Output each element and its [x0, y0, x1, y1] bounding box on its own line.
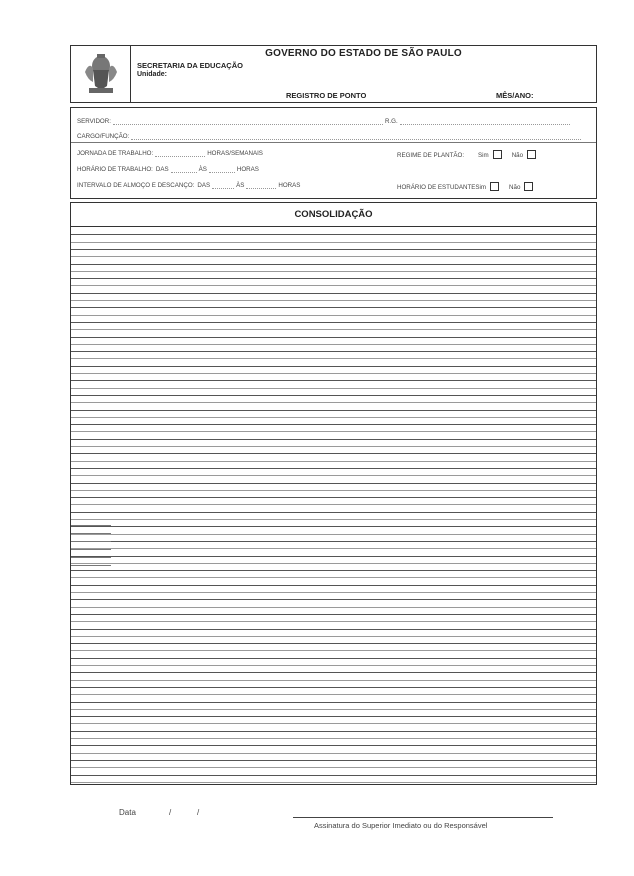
ruled-line	[71, 461, 596, 462]
servidor-row	[77, 118, 572, 125]
ruled-line	[71, 424, 596, 425]
jornada-field[interactable]	[155, 151, 205, 157]
signature-line[interactable]	[293, 817, 553, 818]
ruled-line	[71, 234, 596, 235]
ruled-line	[71, 702, 596, 703]
ruled-line	[71, 388, 596, 389]
margin-stub-line	[71, 541, 111, 542]
date-slash-2: /	[197, 808, 200, 817]
cargo-field[interactable]	[131, 134, 581, 140]
consolidation-title: CONSOLIDAÇÃO	[71, 203, 596, 227]
ruled-line	[71, 475, 596, 476]
ruled-line	[71, 782, 596, 783]
ruled-line	[71, 672, 596, 673]
ruled-line	[71, 483, 596, 484]
ruled-line	[71, 534, 596, 535]
ruled-line	[71, 687, 596, 688]
intervalo-horas-label: HORAS	[278, 182, 301, 189]
ruled-line	[71, 468, 596, 469]
ruled-line	[71, 767, 596, 768]
form-header	[70, 45, 597, 103]
ruled-line	[71, 417, 596, 418]
ruled-line	[71, 636, 596, 637]
ruled-line	[71, 658, 596, 659]
intervalo-das-label: DAS	[197, 182, 211, 189]
ruled-line	[71, 380, 596, 381]
cargo-label: CARGO/FUNÇÃO:	[77, 133, 130, 140]
margin-stub-line	[71, 525, 111, 526]
unit-label: Unidade:	[137, 71, 167, 78]
ruled-line	[71, 351, 596, 352]
ruled-line	[71, 592, 596, 593]
regime-label: REGIME DE PLANTÃO:	[397, 152, 465, 159]
info-divider	[71, 142, 596, 143]
jornada-label: JORNADA DE TRABALHO:	[77, 150, 154, 157]
logo-cell	[71, 46, 131, 102]
ruled-line	[71, 650, 596, 651]
ruled-line	[71, 344, 596, 345]
margin-stub-line	[71, 557, 111, 558]
ruled-line	[71, 446, 596, 447]
month-year-label: MÊS/ANO:	[496, 91, 534, 100]
ruled-line	[71, 775, 596, 776]
ruled-line	[71, 315, 596, 316]
ruled-line	[71, 453, 596, 454]
ruled-line	[71, 410, 596, 411]
horario-das-label: DAS	[155, 166, 169, 173]
ruled-line	[71, 395, 596, 396]
ruled-line	[71, 366, 596, 367]
estudante-label: HORÁRIO DE ESTUDANTE	[397, 184, 476, 191]
coat-of-arms-icon	[81, 52, 121, 96]
ruled-line	[71, 402, 596, 403]
signature-label: Assinatura do Superior Imediato ou do Responsável	[314, 821, 488, 830]
margin-stub-line	[71, 533, 111, 534]
ruled-line	[71, 526, 596, 527]
ruled-line	[71, 358, 596, 359]
intervalo-das-field[interactable]	[212, 183, 234, 189]
intervalo-label: INTERVALO DE ALMOÇO E DESCANÇO:	[77, 182, 195, 189]
ruled-line	[71, 242, 596, 243]
ruled-line	[71, 607, 596, 608]
intervalo-as-label: ÀS	[236, 182, 245, 189]
ruled-line	[71, 731, 596, 732]
ruled-line	[71, 337, 596, 338]
ruled-line	[71, 680, 596, 681]
ruled-line	[71, 753, 596, 754]
consolidation-lines	[71, 227, 596, 784]
ruled-line	[71, 621, 596, 622]
government-title: GOVERNO DO ESTADO DE SÃO PAULO	[265, 48, 462, 59]
horario-label: HORÁRIO DE TRABALHO:	[77, 166, 153, 173]
intervalo-as-field[interactable]	[246, 183, 276, 189]
regime-sim-checkbox[interactable]	[493, 150, 502, 159]
ruled-line	[71, 512, 596, 513]
servidor-label: SERVIDOR:	[77, 118, 111, 125]
date-label: Data	[119, 808, 136, 817]
ruled-line	[71, 490, 596, 491]
regime-row	[397, 150, 546, 159]
horario-as-field[interactable]	[209, 167, 235, 173]
ruled-line	[71, 541, 596, 542]
ruled-line	[71, 329, 596, 330]
ruled-line	[71, 519, 596, 520]
estudante-row	[397, 182, 543, 191]
ruled-line	[71, 570, 596, 571]
ruled-line	[71, 585, 596, 586]
servidor-field[interactable]	[113, 119, 383, 125]
cargo-row	[77, 133, 583, 140]
ruled-line	[71, 709, 596, 710]
ruled-line	[71, 760, 596, 761]
ruled-line	[71, 643, 596, 644]
ruled-line	[71, 723, 596, 724]
ruled-line	[71, 285, 596, 286]
horario-as-label: ÀS	[198, 166, 207, 173]
consolidation-table	[70, 202, 597, 785]
regime-nao-label: Não	[511, 152, 524, 159]
rg-label: R.G.	[384, 118, 398, 125]
ruled-line	[71, 716, 596, 717]
ruled-line	[71, 307, 596, 308]
ruled-line	[71, 322, 596, 323]
ruled-line	[71, 629, 596, 630]
ruled-line	[71, 745, 596, 746]
estudante-nao-label: Não	[509, 184, 521, 191]
horario-row	[77, 166, 259, 173]
regime-sim-label: Sim	[478, 152, 489, 159]
ruled-line	[71, 278, 596, 279]
ruled-line	[71, 548, 596, 549]
employee-info-block	[70, 107, 597, 199]
margin-stub-line	[71, 549, 111, 550]
department-name: SECRETARIA DA EDUCAÇÃO	[137, 61, 243, 70]
ruled-line	[71, 300, 596, 301]
ruled-line	[71, 563, 596, 564]
ruled-line	[71, 738, 596, 739]
date-slash-1: /	[169, 808, 172, 817]
ruled-line	[71, 256, 596, 257]
estudante-nao-checkbox[interactable]	[524, 182, 533, 191]
ruled-line	[71, 599, 596, 600]
ruled-line	[71, 264, 596, 265]
ruled-line	[71, 497, 596, 498]
ruled-line	[71, 556, 596, 557]
jornada-row	[77, 150, 263, 157]
estudante-sim-checkbox[interactable]	[490, 182, 499, 191]
ruled-line	[71, 504, 596, 505]
horario-das-field[interactable]	[171, 167, 197, 173]
ruled-line	[71, 373, 596, 374]
regime-nao-checkbox[interactable]	[527, 150, 536, 159]
ruled-line	[71, 665, 596, 666]
rg-field[interactable]	[400, 119, 570, 125]
ruled-line	[71, 439, 596, 440]
estudante-sim-label: Sim	[475, 184, 487, 191]
ruled-line	[71, 577, 596, 578]
ruled-line	[71, 614, 596, 615]
register-title: REGISTRO DE PONTO	[286, 91, 367, 100]
ruled-line	[71, 293, 596, 294]
horas-semanais-label: HORAS/SEMANAIS	[207, 150, 263, 157]
horario-horas-label: HORAS	[236, 166, 259, 173]
ruled-line	[71, 249, 596, 250]
intervalo-row	[77, 182, 300, 189]
margin-stub-line	[71, 565, 111, 566]
ruled-line	[71, 694, 596, 695]
ruled-line	[71, 431, 596, 432]
ruled-line	[71, 271, 596, 272]
